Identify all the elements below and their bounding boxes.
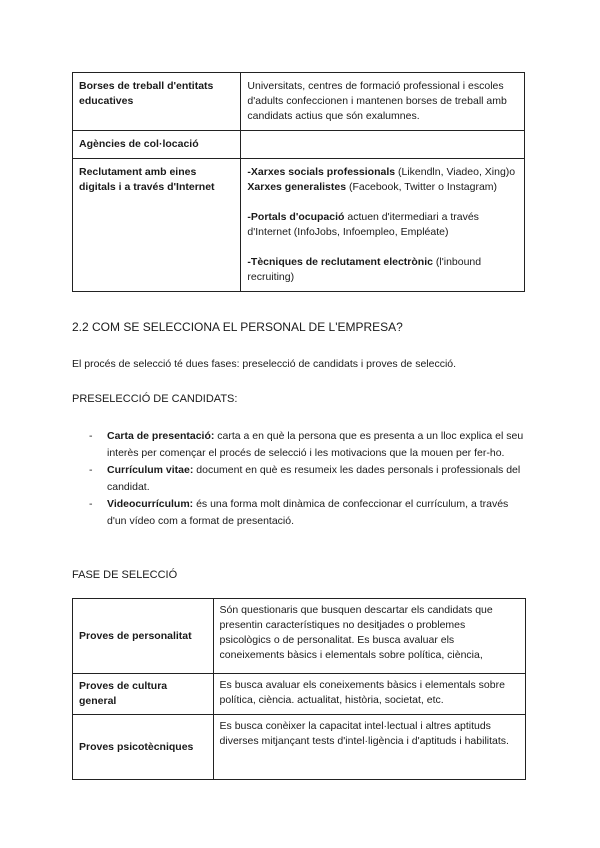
term: -Tècniques de reclutament electrònic xyxy=(247,256,433,268)
intro-paragraph: El procés de selecció té dues fases: preselecció de candidats i proves de selecció. xyxy=(72,358,457,370)
term: Xarxes generalistes xyxy=(247,181,347,193)
row-label-cell xyxy=(73,715,214,780)
item-term: Currículum vitae: xyxy=(107,464,194,476)
selection-phase-heading: FASE DE SELECCIÓ xyxy=(72,569,178,581)
item-text: carta a en què la persona que es presenta a un lloc explica el seu interès per començar el procés de selecció i les motivacions que la mouen per fer-ho. xyxy=(107,430,524,459)
preselection-heading: PRESELECCIÓ DE CANDIDATS: xyxy=(72,393,238,405)
item-text: document en què es resumeix les dades personals i professionals del candidat. xyxy=(107,464,521,493)
row-description: Es busca avaluar els coneixements bàsics i elementals sobre política, ciència. actualitat, història, societat, etc. xyxy=(213,674,525,715)
selection-tests-table xyxy=(72,598,526,780)
preselection-list xyxy=(72,428,527,530)
table-row xyxy=(73,73,525,131)
dash-bullet: - xyxy=(89,430,93,442)
table-row xyxy=(73,159,525,292)
table-row xyxy=(73,674,526,715)
digital-recruitment-techniques xyxy=(247,255,518,285)
item-term: Carta de presentació: xyxy=(107,430,215,442)
row-label: Proves de personalitat xyxy=(79,629,192,642)
row-label: Proves de cultura general xyxy=(79,680,168,707)
dash-bullet: - xyxy=(89,498,93,510)
row-label-cell xyxy=(73,674,214,715)
recruitment-sources-table xyxy=(72,72,525,292)
item-text: és una forma molt dinàmica de confeccionar el currículum, a través d'un vídeo com a format de presentació. xyxy=(107,498,509,527)
row-description xyxy=(241,131,525,159)
list-item xyxy=(72,428,527,462)
row-label-cell xyxy=(73,599,214,674)
term: -Xarxes socials professionals xyxy=(247,166,396,178)
item-term: Videocurrículum: xyxy=(107,498,194,510)
row-label: Reclutament amb eines digitals i a través d'Internet xyxy=(73,159,241,292)
digital-recruitment-portals xyxy=(247,210,518,240)
table-row xyxy=(73,131,525,159)
text: actuen d'itermediari a través d'Internet (InfoJobs, Infoempleo, Empléate) xyxy=(247,211,479,238)
row-description: Universitats, centres de formació professional i escoles d'adults confeccionen i mantenen borses de treball amb candidats actius que són exalumnes. xyxy=(241,73,525,131)
row-label: Agències de col·locació xyxy=(73,131,241,159)
section-title: 2.2 COM SE SELECCIONA EL PERSONAL DE L'EMPRESA? xyxy=(72,320,403,334)
table-row xyxy=(73,715,526,780)
term: -Portals d'ocupació xyxy=(247,211,345,223)
row-description: Són questionaris que busquen descartar els candidats que presentin característiques no desitjades o problemes psicològics o de personalitat. Es busca avaluar els coneixements bàsics i elementals sobre política, ciència, xyxy=(213,599,525,674)
text: (l'inbound recruiting) xyxy=(247,256,482,283)
row-description: Es busca conèixer la capacitat intel·lectual i altres aptituds diverses mitjançant tests d'intel·ligència i d'aptituds i habilitats. xyxy=(213,715,525,780)
list-item xyxy=(72,462,527,496)
table-row xyxy=(73,599,526,674)
row-label: Proves psicotècniques xyxy=(79,740,194,753)
row-description xyxy=(241,159,525,292)
row-label: Borses de treball d'entitats educatives xyxy=(73,73,241,131)
dash-bullet: - xyxy=(89,464,93,476)
digital-recruitment-social xyxy=(247,165,518,195)
list-item xyxy=(72,496,527,530)
text: (Likendln, Viadeo, Xing)o xyxy=(395,166,516,178)
text: (Facebook, Twitter o Instagram) xyxy=(346,181,498,193)
